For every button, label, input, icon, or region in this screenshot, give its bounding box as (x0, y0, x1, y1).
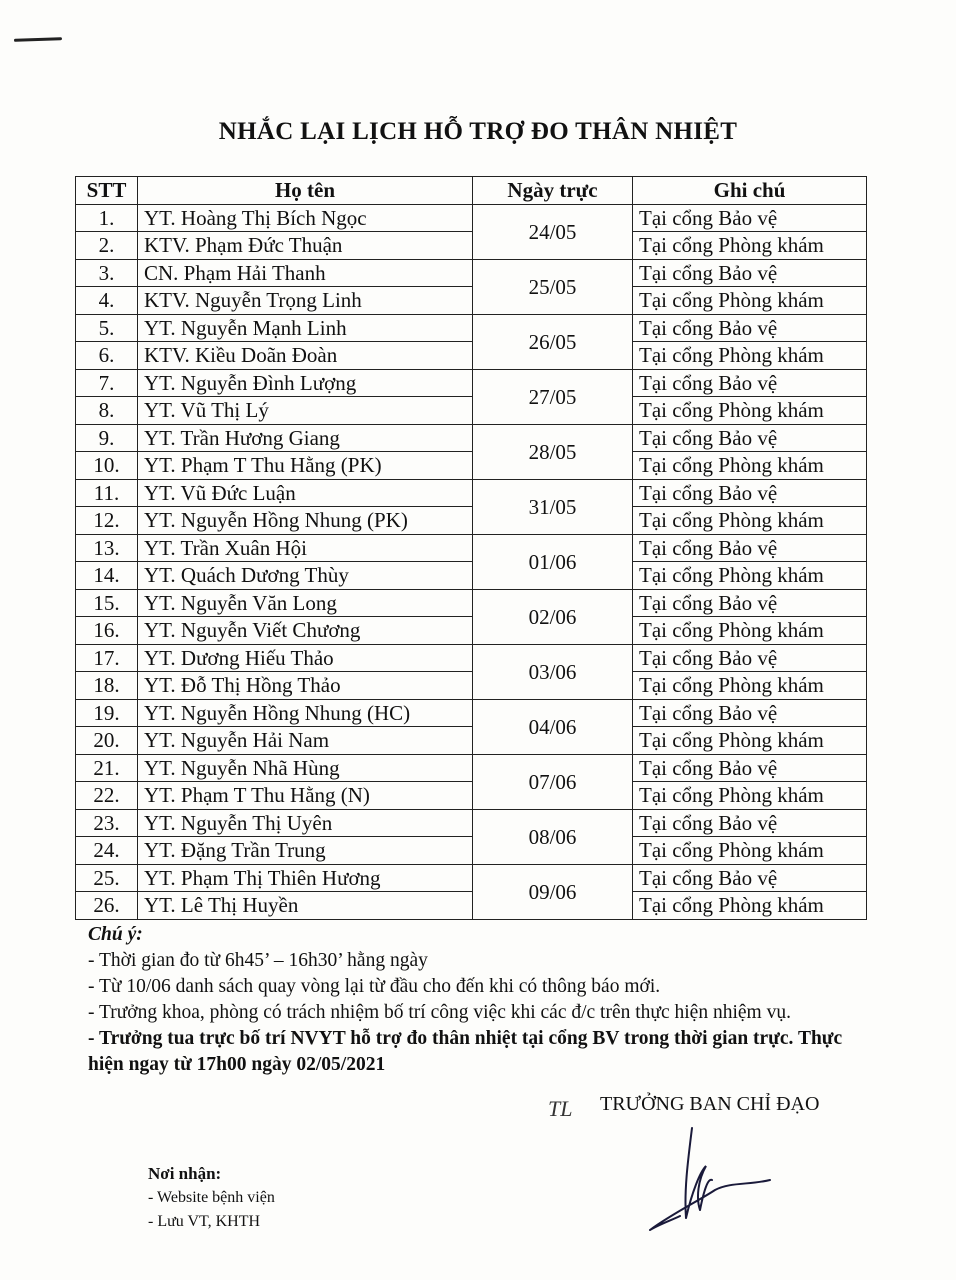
cell-stt: 25. (76, 864, 138, 892)
cell-note: Tại cổng Bảo vệ (633, 204, 867, 232)
table-row (76, 562, 867, 590)
cell-stt: 15. (76, 589, 138, 617)
cell-date: 02/06 (473, 589, 633, 644)
cell-name: YT. Trần Hương Giang (138, 424, 473, 452)
cell-note: Tại cổng Bảo vệ (633, 754, 867, 782)
schedule-body (76, 204, 867, 919)
note-line: - Trưởng khoa, phòng có trách nhiệm bố trí công việc khi các đ/c trên thực hiện nhiệm vụ. (88, 1002, 791, 1023)
cell-name: YT. Nguyễn Viết Chương (138, 617, 473, 645)
signature-title: TRƯỞNG BAN CHỈ ĐẠO (600, 1093, 820, 1115)
corner-pen-mark (14, 37, 62, 42)
table-row (76, 204, 867, 232)
cell-name: YT. Lê Thị Huyền (138, 892, 473, 920)
cell-date: 03/06 (473, 644, 633, 699)
cell-name: YT. Phạm T Thu Hằng (N) (138, 782, 473, 810)
cell-stt: 5. (76, 314, 138, 342)
cell-note: Tại cổng Phòng khám (633, 727, 867, 755)
cell-note: Tại cổng Bảo vệ (633, 589, 867, 617)
cell-note: Tại cổng Phòng khám (633, 837, 867, 865)
recipients-heading: Nơi nhận: (148, 1164, 222, 1183)
cell-date: 27/05 (473, 369, 633, 424)
table-header-row (76, 177, 867, 205)
header-note: Ghi chú (633, 177, 867, 205)
cell-stt: 13. (76, 534, 138, 562)
cell-note: Tại cổng Phòng khám (633, 342, 867, 370)
cell-name: YT. Đặng Trần Trung (138, 837, 473, 865)
cell-stt: 18. (76, 672, 138, 700)
header-stt: STT (76, 177, 138, 205)
table-row (76, 672, 867, 700)
cell-note: Tại cổng Phòng khám (633, 232, 867, 260)
recipients-section (148, 1162, 275, 1234)
cell-name: YT. Hoàng Thị Bích Ngọc (138, 204, 473, 232)
table-row (76, 342, 867, 370)
cell-note: Tại cổng Bảo vệ (633, 314, 867, 342)
cell-note: Tại cổng Bảo vệ (633, 864, 867, 892)
cell-note: Tại cổng Bảo vệ (633, 809, 867, 837)
cell-stt: 9. (76, 424, 138, 452)
cell-note: Tại cổng Phòng khám (633, 397, 867, 425)
cell-note: Tại cổng Bảo vệ (633, 369, 867, 397)
cell-name: YT. Vũ Thị Lý (138, 397, 473, 425)
table-row (76, 589, 867, 617)
cell-note: Tại cổng Bảo vệ (633, 424, 867, 452)
cell-stt: 21. (76, 754, 138, 782)
header-name: Họ tên (138, 177, 473, 205)
cell-stt: 12. (76, 507, 138, 535)
cell-name: YT. Phạm Thị Thiên Hương (138, 864, 473, 892)
cell-stt: 2. (76, 232, 138, 260)
cell-name: KTV. Kiều Doãn Đoàn (138, 342, 473, 370)
cell-name: YT. Quách Dương Thùy (138, 562, 473, 590)
table-row (76, 782, 867, 810)
cell-name: YT. Nguyễn Hải Nam (138, 727, 473, 755)
cell-note: Tại cổng Bảo vệ (633, 699, 867, 727)
table-row (76, 644, 867, 672)
table-row (76, 259, 867, 287)
cell-stt: 7. (76, 369, 138, 397)
table-row (76, 397, 867, 425)
cell-stt: 17. (76, 644, 138, 672)
cell-note: Tại cổng Bảo vệ (633, 644, 867, 672)
cell-note: Tại cổng Phòng khám (633, 562, 867, 590)
table-row (76, 424, 867, 452)
cell-name: YT. Trần Xuân Hội (138, 534, 473, 562)
table-row (76, 754, 867, 782)
cell-stt: 4. (76, 287, 138, 315)
cell-name: KTV. Nguyễn Trọng Linh (138, 287, 473, 315)
notes-heading: Chú ý: (88, 924, 143, 945)
cell-name: YT. Nguyễn Hồng Nhung (PK) (138, 507, 473, 535)
cell-note: Tại cổng Phòng khám (633, 507, 867, 535)
recipient-item: - Website bệnh viện (148, 1189, 275, 1206)
table-row (76, 507, 867, 535)
cell-name: YT. Nguyễn Mạnh Linh (138, 314, 473, 342)
cell-name: KTV. Phạm Đức Thuận (138, 232, 473, 260)
table-row (76, 892, 867, 920)
cell-note: Tại cổng Bảo vệ (633, 534, 867, 562)
note-line: - Từ 10/06 danh sách quay vòng lại từ đầu cho đến khi có thông báo mới. (88, 976, 661, 997)
cell-stt: 8. (76, 397, 138, 425)
table-row (76, 534, 867, 562)
cell-name: YT. Nguyễn Hồng Nhung (HC) (138, 699, 473, 727)
table-row (76, 864, 867, 892)
cell-date: 07/06 (473, 754, 633, 809)
cell-name: YT. Nguyễn Thị Uyên (138, 809, 473, 837)
cell-stt: 6. (76, 342, 138, 370)
schedule-table (75, 176, 867, 920)
note-bold-line: - Trưởng tua trực bố trí NVYT hỗ trợ đo thân nhiệt tại cổng BV trong thời gian trực. Thực hiện ngay từ 17h00 ngày 02/05/2021 (88, 1028, 843, 1075)
cell-name: YT. Nguyễn Văn Long (138, 589, 473, 617)
cell-stt: 20. (76, 727, 138, 755)
table-row (76, 617, 867, 645)
table-row (76, 287, 867, 315)
cell-date: 24/05 (473, 204, 633, 259)
cell-note: Tại cổng Phòng khám (633, 892, 867, 920)
cell-stt: 26. (76, 892, 138, 920)
cell-stt: 3. (76, 259, 138, 287)
cell-stt: 16. (76, 617, 138, 645)
handwritten-signature (640, 1120, 790, 1240)
cell-stt: 19. (76, 699, 138, 727)
cell-name: CN. Phạm Hải Thanh (138, 259, 473, 287)
signature-initials: TL (548, 1096, 573, 1121)
table-row (76, 314, 867, 342)
table-row (76, 699, 867, 727)
cell-name: YT. Đỗ Thị Hồng Thảo (138, 672, 473, 700)
table-row (76, 369, 867, 397)
cell-date: 31/05 (473, 479, 633, 534)
cell-note: Tại cổng Phòng khám (633, 782, 867, 810)
cell-date: 04/06 (473, 699, 633, 754)
cell-name: YT. Dương Hiếu Thảo (138, 644, 473, 672)
cell-date: 25/05 (473, 259, 633, 314)
cell-stt: 14. (76, 562, 138, 590)
table-row (76, 232, 867, 260)
cell-date: 01/06 (473, 534, 633, 589)
document-title: NHẮC LẠI LỊCH HỖ TRỢ ĐO THÂN NHIỆT (218, 118, 738, 145)
table-row (76, 727, 867, 755)
recipient-item: - Lưu VT, KHTH (148, 1213, 261, 1230)
table-row (76, 809, 867, 837)
cell-date: 28/05 (473, 424, 633, 479)
cell-stt: 11. (76, 479, 138, 507)
cell-note: Tại cổng Phòng khám (633, 287, 867, 315)
note-line: - Thời gian đo từ 6h45’ – 16h30’ hằng ngày (88, 950, 428, 971)
cell-note: Tại cổng Phòng khám (633, 672, 867, 700)
table-row (76, 479, 867, 507)
table-row (76, 837, 867, 865)
cell-stt: 10. (76, 452, 138, 480)
table-row (76, 452, 867, 480)
cell-note: Tại cổng Bảo vệ (633, 479, 867, 507)
cell-date: 08/06 (473, 809, 633, 864)
cell-note: Tại cổng Phòng khám (633, 617, 867, 645)
cell-note: Tại cổng Bảo vệ (633, 259, 867, 287)
cell-stt: 24. (76, 837, 138, 865)
cell-date: 26/05 (473, 314, 633, 369)
cell-stt: 1. (76, 204, 138, 232)
cell-date: 09/06 (473, 864, 633, 919)
cell-stt: 23. (76, 809, 138, 837)
cell-name: YT. Phạm T Thu Hằng (PK) (138, 452, 473, 480)
cell-name: YT. Nguyễn Đình Lượng (138, 369, 473, 397)
cell-stt: 22. (76, 782, 138, 810)
cell-name: YT. Nguyễn Nhã Hùng (138, 754, 473, 782)
header-date: Ngày trực (473, 177, 633, 205)
notes-section (88, 922, 868, 1078)
cell-note: Tại cổng Phòng khám (633, 452, 867, 480)
cell-name: YT. Vũ Đức Luận (138, 479, 473, 507)
